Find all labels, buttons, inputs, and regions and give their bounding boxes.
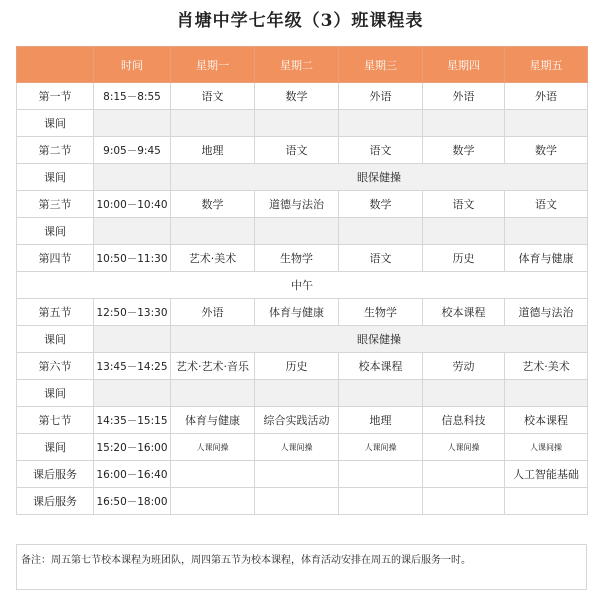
break-cell	[423, 218, 505, 245]
lesson-cell: 语文	[423, 191, 505, 218]
table-row	[17, 164, 588, 191]
break-label: 课间	[17, 164, 94, 191]
lesson-cell	[255, 488, 339, 515]
footnote: 备注：周五第七节校本课程为班团队，周四第五节为校本课程，体育活动安排在周五的课后服务一时。	[16, 544, 587, 590]
period-label: 第三节	[17, 191, 94, 218]
schedule-body	[17, 83, 588, 515]
lesson-cell	[423, 488, 505, 515]
period-time: 8:15－8:55	[94, 83, 171, 110]
lesson-cell: 人课间操	[171, 434, 255, 461]
eye-exercise-cell: 眼保健操	[171, 164, 588, 191]
header-monday: 星期一	[171, 47, 255, 83]
table-row	[17, 218, 588, 245]
lesson-cell: 体育与健康	[255, 299, 339, 326]
table-row	[17, 83, 588, 110]
break-cell	[423, 110, 505, 137]
lesson-cell: 语文	[505, 191, 588, 218]
lesson-cell: 语文	[255, 137, 339, 164]
break-cell	[423, 380, 505, 407]
table-row	[17, 380, 588, 407]
lesson-cell: 艺术·艺术·音乐	[171, 353, 255, 380]
lesson-cell: 历史	[423, 245, 505, 272]
period-label: 课间	[17, 434, 94, 461]
period-time: 14:35－15:15	[94, 407, 171, 434]
table-row	[17, 434, 588, 461]
break-cell	[94, 326, 171, 353]
break-cell	[339, 380, 423, 407]
lesson-cell: 地理	[339, 407, 423, 434]
lesson-cell: 生物学	[339, 299, 423, 326]
lesson-cell: 信息科技	[423, 407, 505, 434]
period-time: 16:00－16:40	[94, 461, 171, 488]
header-tuesday: 星期二	[255, 47, 339, 83]
period-label: 课后服务	[17, 488, 94, 515]
lesson-cell: 历史	[255, 353, 339, 380]
period-label: 第四节	[17, 245, 94, 272]
break-cell	[505, 380, 588, 407]
lesson-cell: 外语	[339, 83, 423, 110]
eye-exercise-cell: 眼保健操	[171, 326, 588, 353]
period-time: 12:50－13:30	[94, 299, 171, 326]
period-label: 课后服务	[17, 461, 94, 488]
table-row	[17, 299, 588, 326]
lesson-cell: 数学	[255, 83, 339, 110]
lesson-cell	[255, 461, 339, 488]
period-time: 10:50－11:30	[94, 245, 171, 272]
lesson-cell	[171, 488, 255, 515]
break-label: 课间	[17, 326, 94, 353]
period-label: 第六节	[17, 353, 94, 380]
table-row	[17, 191, 588, 218]
table-row	[17, 137, 588, 164]
break-label: 课间	[17, 110, 94, 137]
lesson-cell: 人课间操	[255, 434, 339, 461]
period-label: 第七节	[17, 407, 94, 434]
lesson-cell	[339, 461, 423, 488]
header-corner	[17, 47, 94, 83]
period-label: 第二节	[17, 137, 94, 164]
break-cell	[171, 380, 255, 407]
lesson-cell: 校本课程	[339, 353, 423, 380]
break-cell	[94, 110, 171, 137]
break-cell	[339, 110, 423, 137]
lesson-cell: 数学	[171, 191, 255, 218]
lesson-cell	[171, 461, 255, 488]
lesson-cell: 数学	[339, 191, 423, 218]
break-label: 课间	[17, 380, 94, 407]
lesson-cell: 校本课程	[423, 299, 505, 326]
lesson-cell: 道德与法治	[255, 191, 339, 218]
lesson-cell: 人工智能基础	[505, 461, 588, 488]
lesson-cell	[505, 488, 588, 515]
schedule-table-container	[16, 46, 587, 515]
period-time: 16:50－18:00	[94, 488, 171, 515]
lesson-cell	[423, 461, 505, 488]
table-row	[17, 407, 588, 434]
period-time: 9:05－9:45	[94, 137, 171, 164]
lesson-cell: 人课间操	[505, 434, 588, 461]
table-row	[17, 353, 588, 380]
lesson-cell: 外语	[423, 83, 505, 110]
header-wednesday: 星期三	[339, 47, 423, 83]
lesson-cell: 艺术·美术	[505, 353, 588, 380]
lesson-cell: 数学	[423, 137, 505, 164]
lesson-cell: 外语	[505, 83, 588, 110]
break-cell	[505, 110, 588, 137]
lesson-cell: 校本课程	[505, 407, 588, 434]
lesson-cell	[339, 488, 423, 515]
lesson-cell: 综合实践活动	[255, 407, 339, 434]
period-time: 13:45－14:25	[94, 353, 171, 380]
lesson-cell: 体育与健康	[505, 245, 588, 272]
lesson-cell: 道德与法治	[505, 299, 588, 326]
break-cell	[255, 110, 339, 137]
table-row	[17, 326, 588, 353]
lesson-cell: 语文	[339, 245, 423, 272]
break-cell	[171, 218, 255, 245]
header-friday: 星期五	[505, 47, 588, 83]
table-row	[17, 272, 588, 299]
lesson-cell: 语文	[171, 83, 255, 110]
period-label: 第一节	[17, 83, 94, 110]
header-thursday: 星期四	[423, 47, 505, 83]
lesson-cell: 人课间操	[339, 434, 423, 461]
header-row	[17, 47, 588, 83]
break-cell	[255, 380, 339, 407]
table-row	[17, 110, 588, 137]
schedule-table	[16, 46, 588, 515]
lesson-cell: 数学	[505, 137, 588, 164]
period-time: 15:20－16:00	[94, 434, 171, 461]
lesson-cell: 语文	[339, 137, 423, 164]
header-time: 时间	[94, 47, 171, 83]
break-label: 课间	[17, 218, 94, 245]
table-row	[17, 461, 588, 488]
table-row	[17, 245, 588, 272]
period-label: 第五节	[17, 299, 94, 326]
lesson-cell: 生物学	[255, 245, 339, 272]
table-row	[17, 488, 588, 515]
period-time: 10:00－10:40	[94, 191, 171, 218]
lesson-cell: 体育与健康	[171, 407, 255, 434]
page-title: 肖塘中学七年级（3）班课程表	[176, 11, 424, 31]
lesson-cell: 人课间操	[423, 434, 505, 461]
lesson-cell: 地理	[171, 137, 255, 164]
lesson-cell: 外语	[171, 299, 255, 326]
lesson-cell: 艺术·美术	[171, 245, 255, 272]
break-cell	[171, 110, 255, 137]
break-cell	[94, 218, 171, 245]
noon-cell: 中午	[17, 272, 588, 299]
break-cell	[255, 218, 339, 245]
break-cell	[505, 218, 588, 245]
break-cell	[94, 164, 171, 191]
break-cell	[94, 380, 171, 407]
break-cell	[339, 218, 423, 245]
lesson-cell: 劳动	[423, 353, 505, 380]
